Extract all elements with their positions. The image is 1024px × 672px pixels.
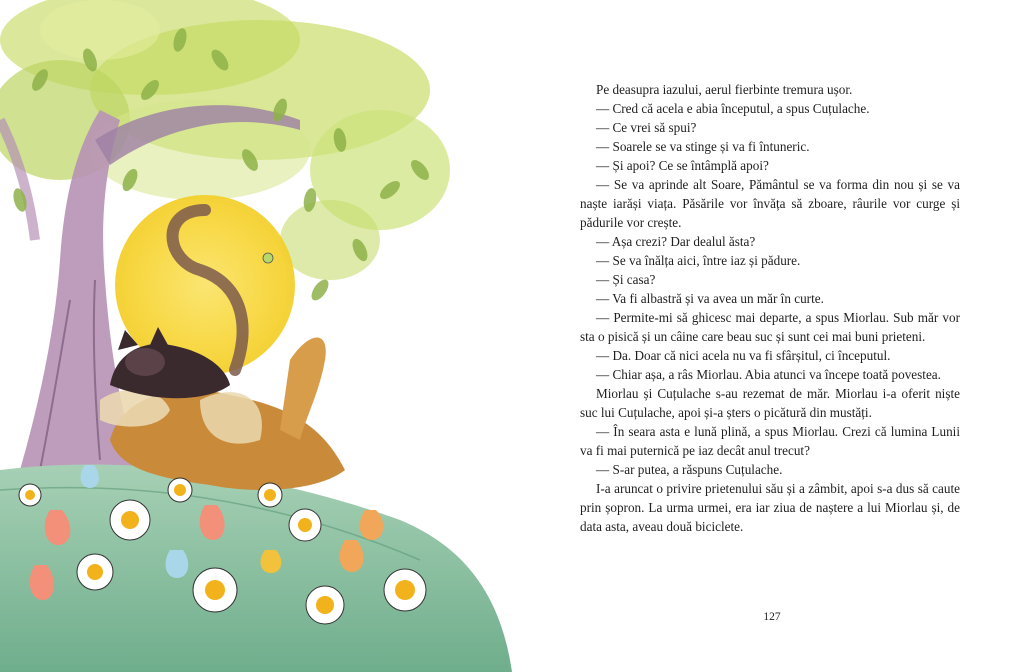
- paragraph: — Și casa?: [596, 272, 656, 287]
- paragraph: — Se va înălța aici, între iaz și pădure.: [596, 253, 801, 268]
- paragraph: — În seara asta e lună plină, a spus Miorlau. Crezi că lumina Lunii va fi mai puternică pe iaz decât anul trecut?: [580, 424, 960, 458]
- bug: [263, 253, 273, 263]
- paragraph: — Chiar așa, a râs Miorlau. Abia atunci va începe toată povestea.: [596, 367, 941, 382]
- paragraph: — Ce vrei să spui?: [596, 120, 697, 135]
- paragraph: — Se va aprinde alt Soare, Pământul se va forma din nou și se va naște iarăși viața. Păsările vor învăța să zboare, râurile vor curge și pădurile vor crește.: [580, 177, 960, 230]
- paragraph: I-a aruncat o privire prietenului său și a zâmbit, apoi s-a dus să caute prin șopron. La urma urmei, era iar ziua de naștere a lui Miorlau și, de data asta, aveau două biciclete.: [580, 481, 960, 534]
- paragraph: — Cred că acela e abia începutul, a spus Cuțulache.: [596, 101, 870, 116]
- paragraph: Miorlau și Cuțulache s-au rezemat de măr. Miorlau i-a oferit niște suc lui Cuțulache, apoi și-a șters o picătură din mustăți.: [580, 386, 960, 420]
- text-page: [580, 80, 960, 536]
- paragraph: — S-ar putea, a răspuns Cuțulache.: [596, 462, 783, 477]
- paragraph: — Va fi albastră și va avea un măr în curte.: [596, 291, 824, 306]
- paragraph: Pe deasupra iazului, aerul fierbinte tremura ușor.: [596, 82, 853, 97]
- paragraph: — Așa crezi? Dar dealul ăsta?: [596, 234, 756, 249]
- paragraph: — Soarele se va stinge și va fi întuneric.: [596, 139, 810, 154]
- paragraph: — Permite-mi să ghicesc mai departe, a spus Miorlau. Sub măr vor sta o pisică și un câine care beau suc și sunt cei mai buni prieteni.: [580, 310, 960, 344]
- paragraph: — Și apoi? Ce se întâmplă apoi?: [596, 158, 769, 173]
- grass-hill: [0, 464, 512, 672]
- page-number: 127: [763, 611, 781, 623]
- paragraph: — Da. Doar că nici acela nu va fi sfârșitul, ci începutul.: [596, 348, 891, 363]
